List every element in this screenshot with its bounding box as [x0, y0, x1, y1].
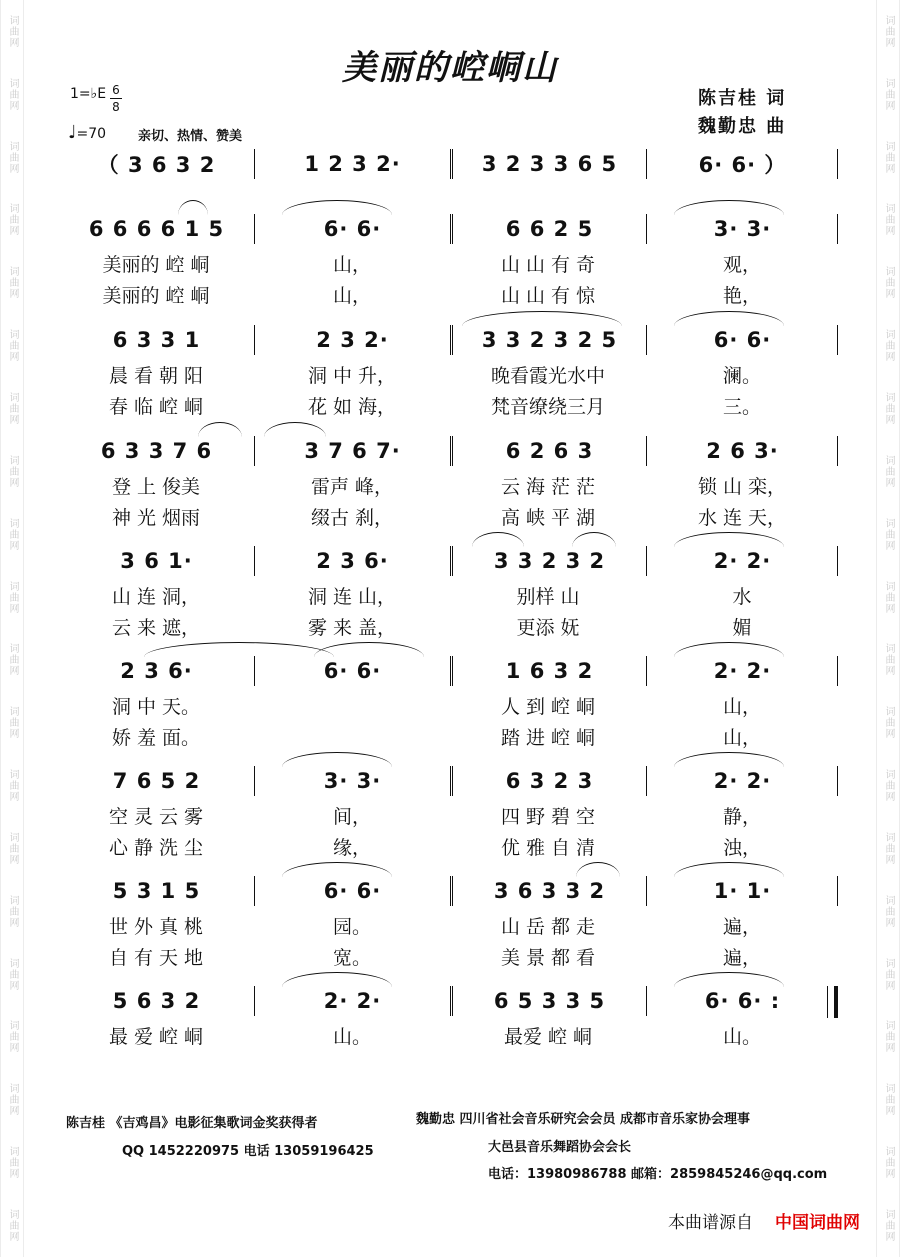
lyrics-verse-2 — [58, 943, 838, 969]
watermark-text: 词曲网 — [883, 14, 894, 48]
measure: 2 3 6· — [254, 546, 450, 576]
tie-slur — [674, 862, 784, 877]
time-signature-divider — [110, 98, 122, 99]
lyric-segment: 山 连 洞， — [111, 586, 201, 608]
time-signature-bottom: 8 — [112, 100, 120, 114]
lyric-segment — [58, 1053, 254, 1079]
lyric-segment: 高 峡 平 湖 — [500, 507, 596, 529]
tie-slur — [674, 642, 784, 657]
lyric-segment: 美丽的 崆 峒 — [102, 285, 210, 307]
measure: 3 6 1· — [120, 549, 193, 573]
score-line — [58, 325, 838, 355]
watermark-text: 词曲网 — [883, 1083, 894, 1117]
watermark-text: 词曲网 — [883, 329, 894, 363]
lyrics-verse-1 — [58, 692, 838, 718]
composer-contact: 电话：13980986788 邮箱：2859845246@qq.com — [488, 1167, 828, 1182]
left-watermark-strip — [0, 0, 24, 1257]
lyric-segment: 山， — [722, 696, 761, 718]
watermark-text: 词曲网 — [7, 266, 18, 300]
score-line — [58, 546, 838, 576]
lyric-segment: 园。 — [332, 916, 371, 938]
score-line — [58, 214, 838, 244]
lyric-segment: 最爱 崆 峒 — [503, 1026, 593, 1048]
lyrics-verse-2 — [58, 613, 838, 639]
lyric-segment — [450, 185, 646, 211]
expression-marking: 亲切、热情、赞美 — [138, 129, 243, 144]
watermark-text: 词曲网 — [7, 643, 18, 677]
watermark-text: 词曲网 — [883, 77, 894, 111]
lyric-segment: 四 野 碧 空 — [500, 806, 596, 828]
lyric-segment: 美 景 都 看 — [500, 947, 596, 969]
tie-slur — [144, 642, 334, 657]
watermark-text: 词曲网 — [7, 329, 18, 363]
watermark-text: 词曲网 — [883, 140, 894, 174]
measure: 6 6 2 5 — [450, 214, 646, 244]
lyric-segment: 观， — [722, 254, 761, 276]
watermark-text: 词曲网 — [7, 894, 18, 928]
lyric-segment: 空 灵 云 雾 — [108, 806, 204, 828]
composer-credit: 魏勤忠 曲 — [698, 116, 787, 137]
watermark-text: 词曲网 — [7, 14, 18, 48]
watermark-text: 词曲网 — [883, 454, 894, 488]
lyric-segment: 山 岳 都 走 — [500, 916, 596, 938]
lyric-segment: 山。 — [722, 1026, 761, 1048]
watermark-text: 词曲网 — [7, 831, 18, 865]
lyric-segment: 山。 — [332, 1026, 371, 1048]
measure: 3 3 2 3 2 — [450, 546, 646, 576]
score-line — [58, 656, 838, 686]
measure: 6 6 6 6 1 5 — [88, 217, 225, 241]
tie-slur — [674, 972, 784, 987]
measure: 6 3 3 7 6 — [100, 439, 213, 463]
watermark-text: 词曲网 — [883, 894, 894, 928]
watermark-text: 词曲网 — [7, 957, 18, 991]
watermark-text: 词曲网 — [883, 769, 894, 803]
lyric-segment: 水 — [732, 586, 752, 608]
lyric-segment: 宽。 — [332, 947, 371, 969]
source-label: 本曲谱源自 — [668, 1213, 753, 1233]
lyric-segment: 春 临 崆 峒 — [108, 396, 204, 418]
lyrics-verse-1 — [58, 472, 838, 498]
tempo-value: =70 — [76, 126, 107, 142]
lyric-segment — [254, 1053, 450, 1079]
lyric-segment: 洞 中 升， — [307, 365, 397, 387]
lyric-segment: 遍， — [722, 916, 761, 938]
lyric-segment — [254, 723, 450, 750]
watermark-text: 词曲网 — [883, 266, 894, 300]
lyric-segment: 云 海 茫 茫 — [500, 476, 596, 498]
lyric-segment: 洞 中 天。 — [111, 696, 201, 718]
lyric-segment: 花 如 海， — [307, 396, 397, 418]
right-watermark-strip — [876, 0, 900, 1257]
lyric-segment: 踏 进 崆 峒 — [500, 727, 596, 749]
lyric-segment: 洞 连 山， — [307, 586, 397, 608]
lyrics-verse-2 — [58, 281, 838, 307]
measure: 6 3 2 3 — [450, 766, 646, 796]
lyric-segment: 心 静 洗 尘 — [108, 837, 204, 859]
tie-slur — [674, 532, 784, 547]
barline — [837, 546, 838, 576]
lyrics-verse-2 — [58, 723, 838, 749]
lyric-segment — [646, 1053, 838, 1079]
lyric-segment: 晨 看 朝 阳 — [108, 365, 204, 387]
measure: 6· 6· — [254, 214, 450, 244]
lyrics-verse-1 — [58, 912, 838, 938]
tie-slur — [576, 862, 620, 877]
watermark-text: 词曲网 — [883, 831, 894, 865]
lyric-segment: 更添 妩 — [516, 617, 580, 639]
lyrics-verse-2 — [58, 392, 838, 418]
barline — [837, 766, 838, 796]
lyric-segment: 山， — [332, 254, 371, 276]
lyric-segment — [58, 185, 254, 211]
time-signature-top: 6 — [112, 83, 120, 97]
tie-slur — [282, 972, 392, 987]
measure: 5 6 3 2 — [112, 989, 201, 1013]
measure: 6· 6· ） — [646, 149, 838, 179]
lyric-segment: 登 上 俊美 — [111, 476, 201, 498]
measure: 2 6 3· — [646, 436, 838, 466]
measure: 3 7 6 7· — [254, 436, 450, 466]
lyric-segment: 浊， — [722, 837, 761, 859]
measure: 3· 3· — [254, 766, 450, 796]
lyric-segment: 缀古 刹， — [310, 507, 394, 529]
tie-slur — [674, 311, 784, 326]
measure: 6 5 3 3 5 — [450, 986, 646, 1016]
lyric-segment: 山 山 有 惊 — [500, 285, 596, 307]
lyric-segment: 美丽的 崆 峒 — [102, 254, 210, 276]
key-signature: 1=♭E — [70, 86, 107, 102]
watermark-text: 词曲网 — [7, 454, 18, 488]
barline — [837, 325, 838, 355]
watermark-text: 词曲网 — [7, 706, 18, 740]
watermark-text: 词曲网 — [7, 140, 18, 174]
watermark-text: 词曲网 — [883, 203, 894, 237]
lyric-segment: 山， — [722, 727, 761, 749]
lyric-segment: 三。 — [722, 396, 761, 418]
measure: 3 6 3 3 2 — [450, 876, 646, 906]
watermark-text: 词曲网 — [7, 1083, 18, 1117]
tie-slur — [198, 422, 242, 437]
lyric-segment: 别样 山 — [516, 586, 580, 608]
score-line — [58, 149, 838, 179]
composer-bio: 魏勤忠 四川省社会音乐研究会会员 成都市音乐家协会理事 — [416, 1112, 751, 1127]
tie-slur — [462, 311, 622, 326]
score-line — [58, 766, 838, 796]
lyric-segment: 静， — [722, 806, 761, 828]
lyrics-verse-1 — [58, 802, 838, 828]
lyric-segment: 梵音缭绕三月 — [490, 396, 605, 418]
measure: 2· 2· — [646, 546, 838, 576]
measure: 6· 6· — [254, 656, 450, 686]
measure: 2· 2· — [646, 656, 838, 686]
lyrics-verse-1 — [58, 1022, 838, 1048]
watermark-text: 词曲网 — [883, 1208, 894, 1242]
watermark-text: 词曲网 — [7, 203, 18, 237]
tempo-marking — [68, 122, 106, 143]
measure: 5 3 1 5 — [112, 879, 201, 903]
lyric-segment: 媚 — [732, 617, 752, 639]
lyrics-verse-2 — [58, 1053, 838, 1079]
lyric-segment: 山 山 有 奇 — [500, 254, 596, 276]
watermark-text: 词曲网 — [883, 1020, 894, 1054]
repeat-end-barline — [827, 986, 838, 1018]
composer-org: 大邑县音乐舞蹈协会会长 — [488, 1140, 632, 1155]
measure: 6 3 3 1 — [112, 328, 201, 352]
barline — [837, 436, 838, 466]
watermark-text: 词曲网 — [7, 1146, 18, 1180]
watermark-text: 词曲网 — [7, 1208, 18, 1242]
measure: （ 3 6 3 2 — [97, 153, 216, 177]
lyric-segment: 晚看霞光水中 — [490, 365, 605, 387]
barline — [837, 656, 838, 686]
watermark-text: 词曲网 — [883, 957, 894, 991]
watermark-text: 词曲网 — [883, 1146, 894, 1180]
lyric-segment: 山， — [332, 285, 371, 307]
lyric-segment: 雷声 峰， — [310, 476, 394, 498]
song-title: 美丽的崆峒山 — [342, 48, 558, 88]
lyric-segment: 雾 来 盖， — [307, 617, 397, 639]
barline — [837, 149, 838, 179]
quarter-note-icon: ♩ — [68, 122, 77, 143]
watermark-text: 词曲网 — [883, 580, 894, 614]
lyric-segment: 遍， — [722, 947, 761, 969]
measure: 3· 3· — [646, 214, 838, 244]
tie-slur — [572, 532, 616, 547]
lyricist-bio: 陈吉桂 《吉鸡昌》电影征集歌词金奖获得者 — [66, 1116, 318, 1131]
score-line — [58, 986, 838, 1016]
watermark-text: 词曲网 — [883, 517, 894, 551]
lyrics-verse-1 — [58, 582, 838, 608]
measure: 1 2 3 2· — [254, 149, 450, 179]
lyrics-verse-1 — [58, 361, 838, 387]
lyricist-credit: 陈吉桂 词 — [698, 88, 787, 109]
lyric-segment: 艳， — [722, 285, 761, 307]
lyric-segment: 缘， — [332, 837, 371, 859]
measure: 2 3 2· — [254, 325, 450, 355]
tie-slur — [282, 862, 392, 877]
lyrics-verse-2 — [58, 503, 838, 529]
lyricist-contact: QQ 1452220975 电话 13059196425 — [122, 1144, 374, 1159]
measure: 3 2 3 3 6 5 — [450, 149, 646, 179]
measure: 2· 2· — [254, 986, 450, 1016]
watermark-text: 词曲网 — [7, 1020, 18, 1054]
lyric-segment — [450, 1053, 646, 1079]
score-line — [58, 876, 838, 906]
lyric-segment: 自 有 天 地 — [108, 947, 204, 969]
barline — [837, 876, 838, 906]
watermark-text: 词曲网 — [7, 769, 18, 803]
lyric-segment: 神 光 烟雨 — [111, 507, 201, 529]
measure: 1· 1· — [646, 876, 838, 906]
measure: 2· 2· — [646, 766, 838, 796]
tie-slur — [264, 422, 326, 437]
lyric-segment — [254, 692, 450, 719]
barline — [837, 214, 838, 244]
lyric-segment: 间， — [332, 806, 371, 828]
measure: 6· 6· — [254, 876, 450, 906]
source-site-link[interactable]: 中国词曲网 — [775, 1213, 860, 1233]
lyric-segment: 澜。 — [722, 365, 761, 387]
measure: 3 3 2 3 2 5 — [450, 325, 646, 355]
measure: 6· 6· : — [646, 986, 838, 1016]
tie-slur — [314, 642, 424, 657]
watermark-text: 词曲网 — [7, 391, 18, 425]
watermark-text: 词曲网 — [883, 706, 894, 740]
lyric-segment: 人 到 崆 峒 — [500, 696, 596, 718]
lyrics-verse-1 — [58, 250, 838, 276]
tie-slur — [674, 752, 784, 767]
lyric-segment: 优 雅 自 清 — [500, 837, 596, 859]
lyrics-verse-2 — [58, 833, 838, 859]
measure: 7 6 5 2 — [112, 769, 201, 793]
score-line — [58, 436, 838, 466]
watermark-text: 词曲网 — [7, 77, 18, 111]
measure: 6· 6· — [646, 325, 838, 355]
tie-slur — [472, 532, 524, 547]
watermark-text: 词曲网 — [7, 517, 18, 551]
tie-slur — [282, 752, 392, 767]
time-signature — [110, 84, 122, 113]
lyric-segment: 娇 羞 面。 — [111, 727, 201, 749]
measure: 1 6 3 2 — [450, 656, 646, 686]
watermark-text: 词曲网 — [883, 391, 894, 425]
lyric-segment: 锁 山 栾， — [697, 476, 787, 498]
watermark-text: 词曲网 — [883, 643, 894, 677]
lyric-segment: 最 爱 崆 峒 — [108, 1026, 204, 1048]
watermark-text: 词曲网 — [7, 580, 18, 614]
measure: 2 3 6· — [120, 659, 193, 683]
lyric-segment: 水 连 天， — [697, 507, 787, 529]
measure: 6 2 6 3 — [450, 436, 646, 466]
lyric-segment: 云 来 遮， — [111, 617, 201, 639]
lyric-segment: 世 外 真 桃 — [108, 916, 204, 938]
